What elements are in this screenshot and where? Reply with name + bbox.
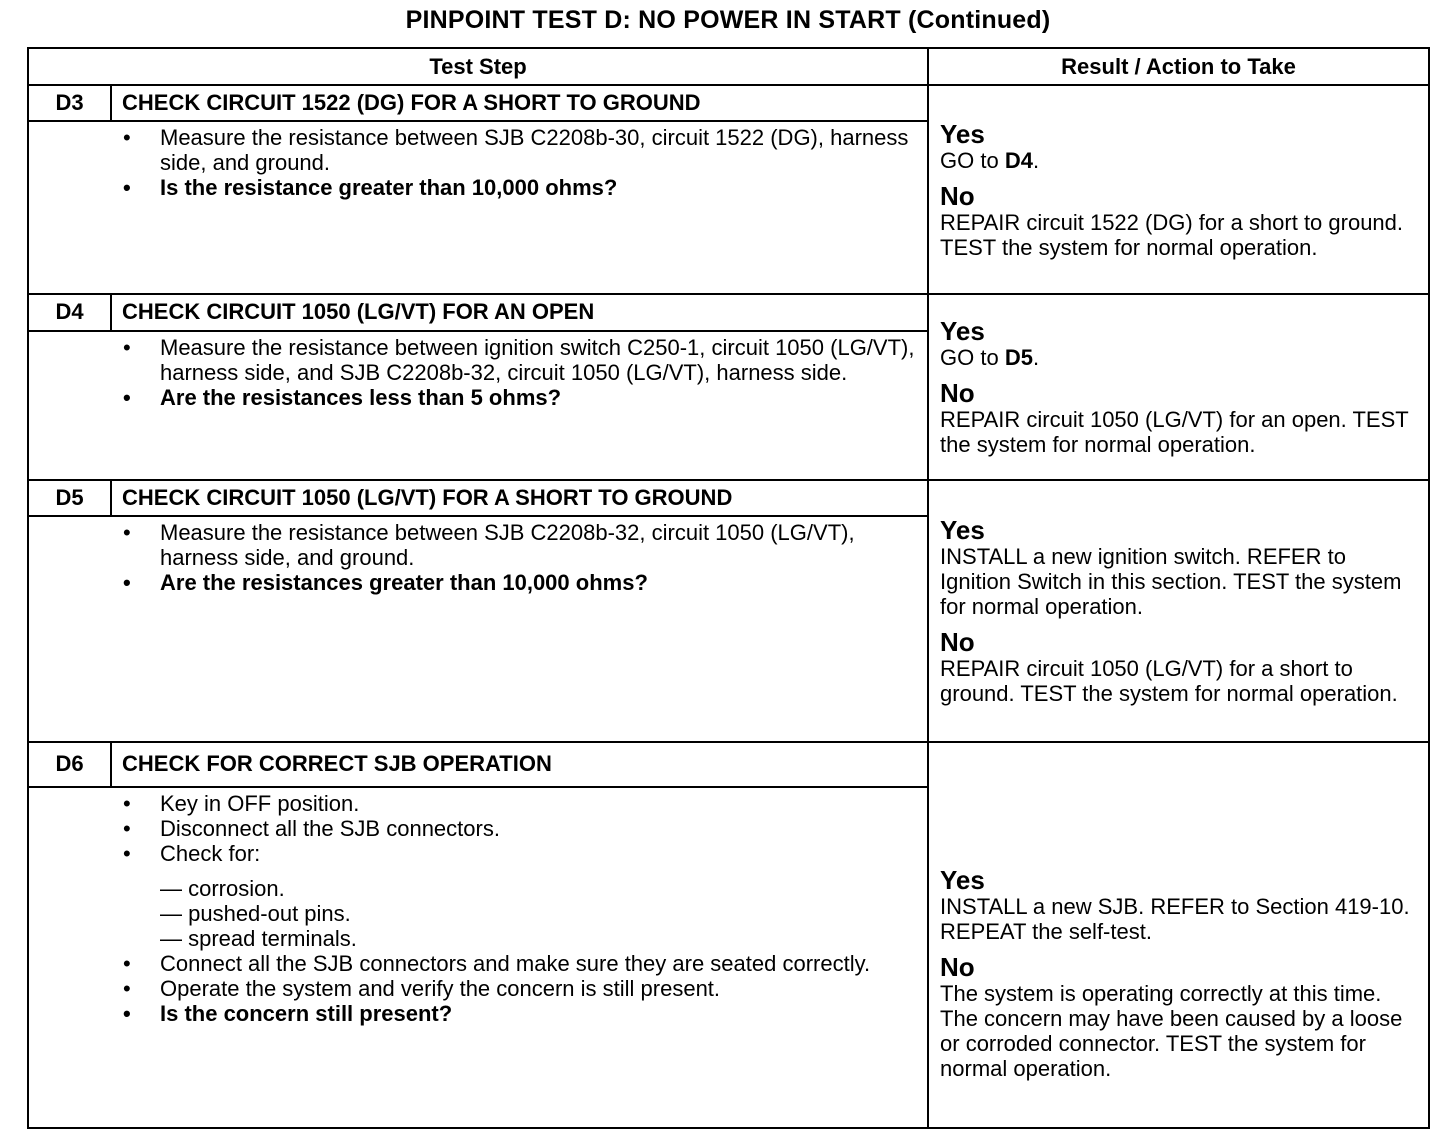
step-id: D6 bbox=[28, 742, 111, 787]
no-result: No REPAIR circuit 1050 (LG/VT) for an open. TEST the system for normal operation. bbox=[940, 378, 1409, 457]
sub-list-item: — pushed-out pins. bbox=[160, 900, 351, 926]
test-step-header: Test Step bbox=[28, 48, 928, 85]
list-item: • Operate the system and verify the concern is still present. bbox=[123, 975, 721, 1001]
pinpoint-test-table bbox=[27, 47, 1430, 1129]
sub-list-item: — corrosion. bbox=[160, 875, 285, 901]
list-item: • Measure the resistance between SJB C2208b-32, circuit 1050 (LG/VT), harness side, and ground. bbox=[123, 520, 855, 571]
sub-list-item: — spread terminals. bbox=[160, 925, 357, 951]
table-header-row bbox=[28, 48, 1429, 85]
step-id: D4 bbox=[28, 294, 111, 331]
list-item: • Measure the resistance between SJB C2208b-30, circuit 1522 (DG), harness side, and ground. bbox=[123, 125, 909, 175]
step-body bbox=[28, 516, 928, 742]
result-header: Result / Action to Take bbox=[928, 48, 1429, 85]
yes-result: Yes GO to D4. bbox=[940, 118, 1040, 173]
question-item: • Is the concern still present? bbox=[123, 1000, 453, 1026]
result-cell bbox=[928, 294, 1429, 480]
step-body bbox=[28, 331, 928, 480]
step-heading-row bbox=[28, 294, 1429, 331]
page-title: PINPOINT TEST D: NO POWER IN START (Continued) bbox=[405, 6, 1051, 34]
yes-result: Yes GO to D5. bbox=[940, 316, 1040, 370]
no-result: No REPAIR circuit 1522 (DG) for a short to ground. TEST the system for normal operation. bbox=[940, 180, 1404, 260]
list-item: • Connect all the SJB connectors and make sure they are seated correctly. bbox=[123, 950, 871, 976]
list-item: • Check for: bbox=[123, 840, 261, 866]
step-body bbox=[28, 121, 928, 294]
question-item: • Is the resistance greater than 10,000 ohms? bbox=[123, 175, 618, 200]
step-heading-row bbox=[28, 85, 1429, 121]
list-item: • Key in OFF position. bbox=[123, 790, 360, 816]
question-item: • Are the resistances less than 5 ohms? bbox=[123, 384, 562, 410]
result-cell bbox=[928, 742, 1429, 1128]
step-body bbox=[28, 787, 928, 1128]
step-heading: CHECK CIRCUIT 1050 (LG/VT) FOR AN OPEN bbox=[111, 294, 928, 331]
step-heading-row bbox=[28, 742, 1429, 787]
list-item: • Measure the resistance between ignition switch C250-1, circuit 1050 (LG/VT), harness side, and SJB C2208b-32, circuit 1050 (LG/VT), harness side. bbox=[123, 334, 915, 385]
yes-result: Yes INSTALL a new SJB. REFER to Section 419-10. REPEAT the self-test. bbox=[940, 864, 1410, 944]
result-cell bbox=[928, 480, 1429, 742]
step-heading: CHECK CIRCUIT 1050 (LG/VT) FOR A SHORT TO GROUND bbox=[111, 480, 928, 516]
no-result: No The system is operating correctly at this time. The concern may have been caused by a loose or corroded connector. TEST the system for normal operation. bbox=[940, 951, 1403, 1081]
question-item: • Are the resistances greater than 10,000 ohms? bbox=[123, 570, 648, 596]
yes-result: Yes INSTALL a new ignition switch. REFER to Ignition Switch in this section. TEST the system for normal operation. bbox=[940, 515, 1402, 619]
step-id: D3 bbox=[28, 85, 111, 121]
list-item: • Disconnect all the SJB connectors. bbox=[123, 815, 500, 841]
no-result: No REPAIR circuit 1050 (LG/VT) for a short to ground. TEST the system for normal operation. bbox=[940, 627, 1398, 706]
step-id: D5 bbox=[28, 480, 111, 516]
step-heading: CHECK CIRCUIT 1522 (DG) FOR A SHORT TO GROUND bbox=[111, 85, 928, 121]
step-heading: CHECK FOR CORRECT SJB OPERATION bbox=[111, 742, 928, 787]
step-heading-row bbox=[28, 480, 1429, 516]
result-cell bbox=[928, 85, 1429, 294]
